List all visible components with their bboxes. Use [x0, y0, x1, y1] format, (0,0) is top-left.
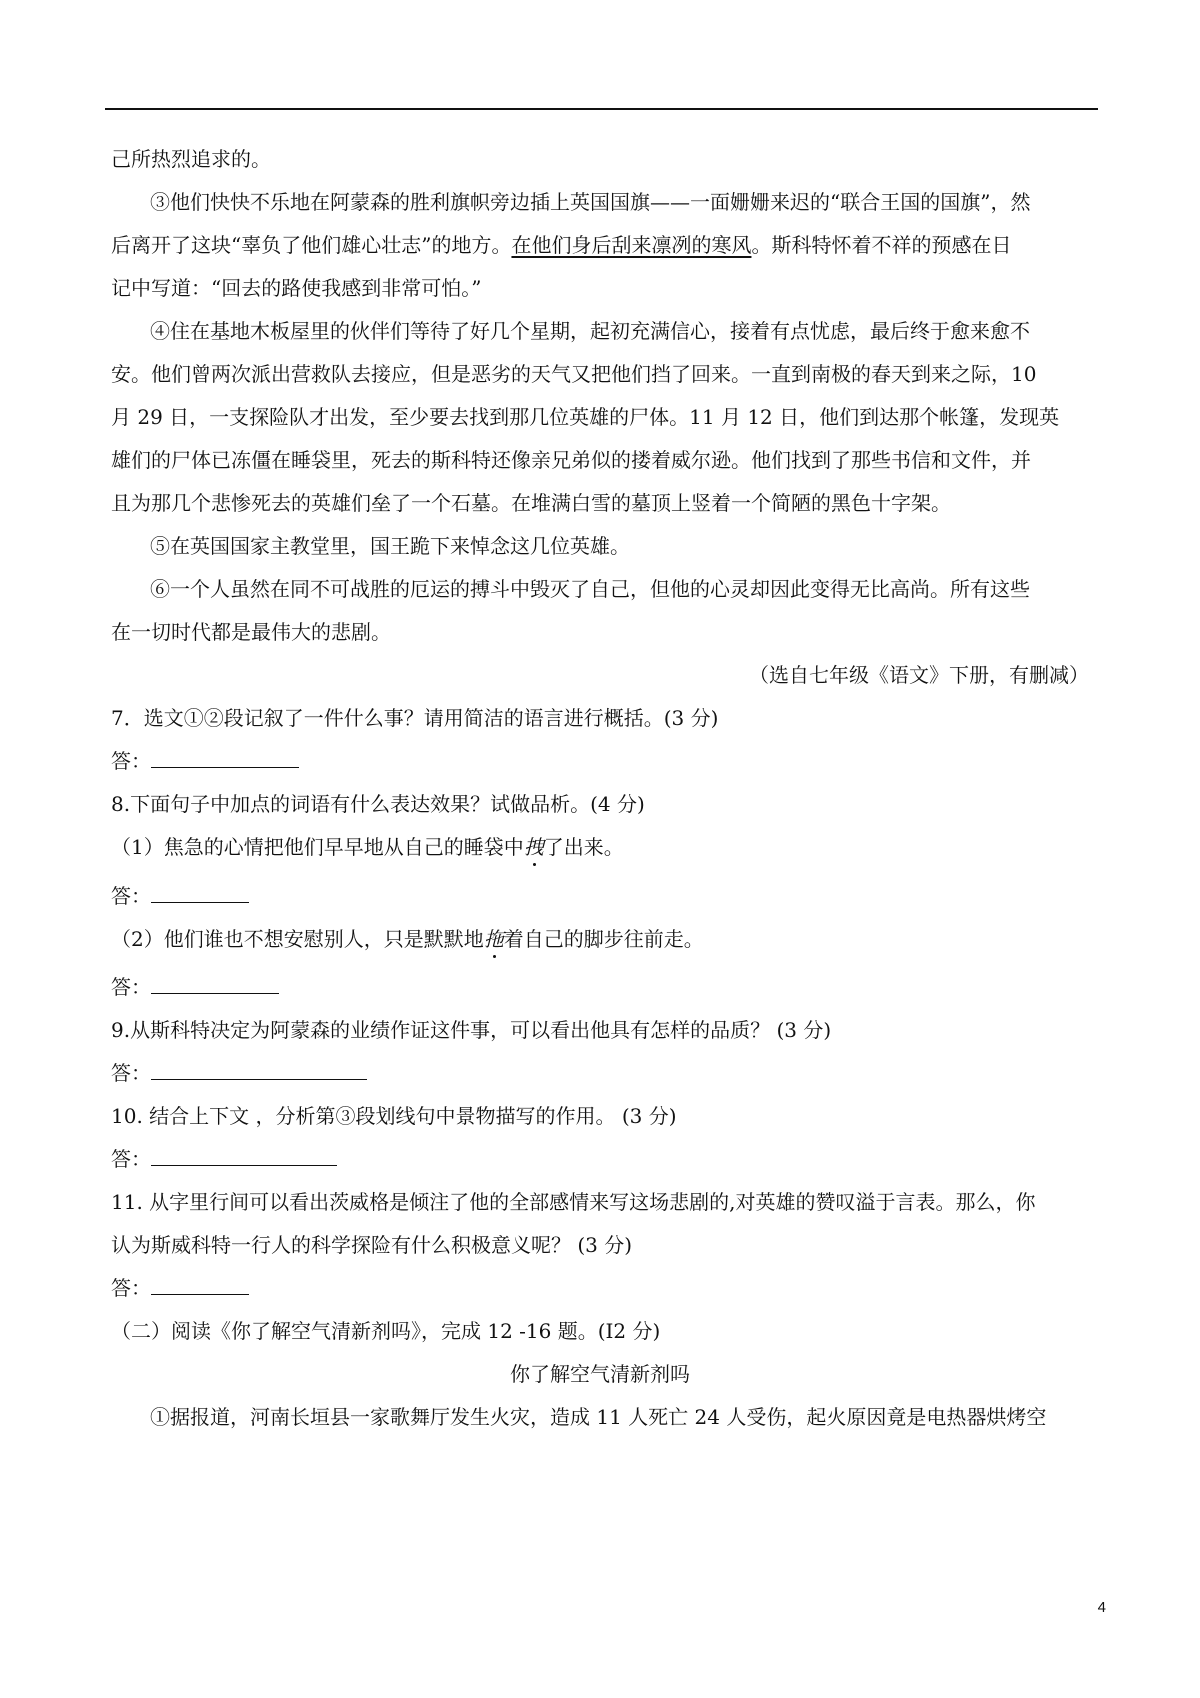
question-11-line1: 11. 从字里行间可以看出茨威格是倾注了他的全部感情来写这场悲剧的,对英雄的赞叹溢于言表。那么，你 [111, 1190, 1036, 1214]
answer-blank-10[interactable] [151, 1147, 337, 1166]
underlined-sentence: 在他们身后刮来凛冽的寒风 [511, 233, 752, 257]
answer-7 [111, 748, 299, 774]
question-10: 10. 结合上下文 ，分析第③段划线句中景物描写的作用。 (3 分) [111, 1104, 677, 1128]
question-8: 8.下面句子中加点的词语有什么表达效果？试做品析。(4 分) [111, 792, 645, 816]
answer-blank-7[interactable] [151, 749, 299, 768]
question-8-1 [111, 834, 624, 860]
article-title: 你了解空气清新剂吗 [510, 1362, 690, 1386]
dotted-word-tuo: 拖 [483, 927, 504, 951]
para3-line1: ③他们快快不乐地在阿蒙森的胜利旗帜旁边插上英国国旗——一面姗姗来迟的“联合王国的国旗”，然 [150, 190, 1031, 214]
para3-line3: 记中写道：“回去的路使我感到非常可怕。” [111, 276, 482, 300]
q8-2-text: （2）他们谁也不想安慰别人，只是默默地 [111, 927, 484, 951]
para5-line: ⑤在英国国家主教堂里，国王跪下来悼念这几位英雄。 [150, 534, 630, 558]
para4-line2: 安。他们曾两次派出营救队去接应，但是恶劣的天气又把他们挡了回来。一直到南极的春天到来之际，10 [111, 362, 1037, 386]
para6-line2: 在一切时代都是最伟大的悲剧。 [111, 620, 391, 644]
answer-9 [111, 1060, 367, 1086]
q8-2-text-tail: 着自己的脚步往前走。 [503, 927, 704, 951]
answer-8-2 [111, 974, 279, 1000]
answer-label: 答： [111, 975, 151, 999]
question-9: 9.从斯科特决定为阿蒙森的业绩作证这件事，可以看出他具有怎样的品质？ (3 分) [111, 1018, 832, 1042]
para4-line5: 且为那几个悲惨死去的英雄们垒了一个石墓。在堆满白雪的墓顶上竖着一个简陋的黑色十字架。 [111, 491, 951, 515]
q8-1-text-tail: 了出来。 [543, 835, 624, 859]
para3-text-tail: 。斯科特怀着不祥的预感在日 [751, 233, 1012, 257]
answer-8-1 [111, 883, 249, 909]
para3-line2 [111, 232, 1011, 258]
answer-label: 答： [111, 884, 151, 908]
answer-blank-11[interactable] [151, 1276, 249, 1295]
continuation-line: 己所热烈追求的。 [111, 147, 271, 171]
answer-label: 答： [111, 1147, 151, 1171]
para3-text: 后离开了这块“辜负了他们雄心壮志”的地方。 [111, 233, 512, 257]
source-note: （选自七年级《语文》下册，有删减） [749, 663, 1089, 687]
answer-11 [111, 1275, 249, 1301]
answer-label: 答： [111, 1061, 151, 1085]
answer-blank-8-2[interactable] [151, 975, 279, 994]
article-para1: ①据报道，河南长垣县一家歌舞厅发生火灾，造成 11 人死亡 24 人受伤，起火原因竟是电热器烘烤空 [150, 1405, 1047, 1429]
page-number: 4 [1097, 1599, 1106, 1616]
para4-line3: 月 29 日，一支探险队才出发，至少要去找到那几位英雄的尸体。11 月 12 日，他们到达那个帐篷，发现英 [111, 405, 1060, 429]
q8-1-text: （1）焦急的心情把他们早早地从自己的睡袋中 [111, 835, 524, 859]
question-8-2 [111, 926, 704, 952]
header-rule [105, 108, 1098, 110]
answer-label: 答： [111, 1276, 151, 1300]
dotted-word-zhuai: 拽 [523, 835, 544, 859]
question-11-line2: 认为斯威科特一行人的科学探险有什么积极意义呢？ (3 分) [111, 1233, 633, 1257]
answer-blank-8-1[interactable] [151, 884, 249, 903]
answer-10 [111, 1146, 337, 1172]
question-7: 7．选文①②段记叙了一件什么事？请用简洁的语言进行概括。(3 分) [111, 706, 719, 730]
answer-label: 答： [111, 749, 151, 773]
section-2-heading: （二）阅读《你了解空气清新剂吗》，完成 12 -16 题。(I2 分) [111, 1319, 661, 1343]
para4-line4: 雄们的尸体已冻僵在睡袋里，死去的斯科特还像亲兄弟似的搂着威尔逊。他们找到了那些书信和文件，并 [111, 448, 1031, 472]
para4-line1: ④住在基地木板屋里的伙伴们等待了好几个星期，起初充满信心，接着有点忧虑，最后终于愈来愈不 [150, 319, 1030, 343]
para6-line1: ⑥一个人虽然在同不可战胜的厄运的搏斗中毁灭了自己，但他的心灵却因此变得无比高尚。所有这些 [150, 577, 1030, 601]
answer-blank-9[interactable] [151, 1061, 367, 1080]
